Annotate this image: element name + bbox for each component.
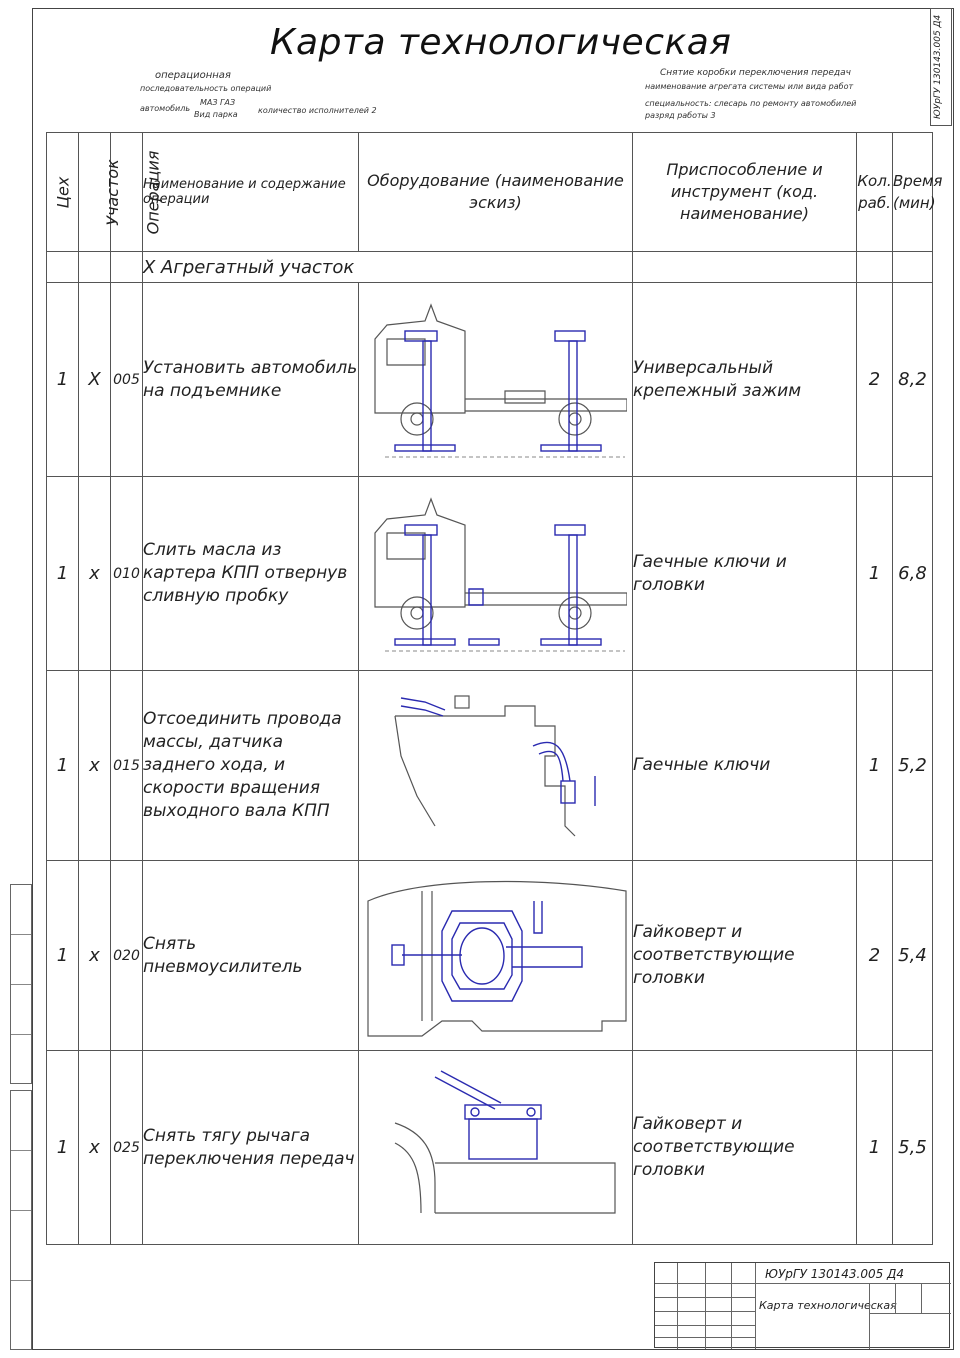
cell-name: Установить автомобиль на подъемнике (143, 283, 359, 477)
cell-operation: 010 (111, 477, 143, 671)
side-code-stamp (930, 8, 952, 126)
table-row (47, 861, 933, 1051)
truck-on-lifts-drawing (365, 295, 627, 465)
cell-shop: 1 (47, 861, 79, 1051)
cell-tools: Универсальный крепежный зажим (633, 283, 857, 477)
cell-section: x (79, 1051, 111, 1245)
col-time: Время (мин) (893, 133, 933, 252)
header-left-line-5: Вид парка (194, 110, 238, 119)
header-right-line-1: Снятие коробки переключения передач (660, 68, 851, 78)
truck-on-lifts-sketch (359, 283, 633, 477)
header-left-line-3: автомобиль (140, 104, 191, 113)
cell-workers: 2 (857, 283, 893, 477)
cell-tools: Гаечные ключи и головки (633, 477, 857, 671)
pneumatic-booster-drawing (362, 871, 630, 1041)
cell-name: Снять пневмоусилитель (143, 861, 359, 1051)
header-left-line-2: последовательность операций (140, 84, 272, 93)
cell-time: 5,2 (893, 671, 933, 861)
col-shop: Цех (47, 133, 79, 252)
truck-oil-drain-drawing (365, 489, 627, 659)
gearbox-wires-drawing (365, 686, 627, 846)
table-row (47, 671, 933, 861)
col-equipment: Оборудование (наименование эскиз) (359, 133, 633, 252)
cell-tools: Гаечные ключи (633, 671, 857, 861)
cell-section: X (79, 283, 111, 477)
cell-workers: 1 (857, 1051, 893, 1245)
cell-section: x (79, 477, 111, 671)
cell-section: x (79, 671, 111, 861)
truck-oil-drain-sketch (359, 477, 633, 671)
title-block-code: ЮУрГУ 130143.005 Д4 (765, 1267, 905, 1281)
section-row (47, 252, 933, 283)
col-section: Участок (79, 133, 111, 252)
col-workers: Кол. раб. (857, 133, 893, 252)
cell-tools: Гайковерт и соответствующие головки (633, 1051, 857, 1245)
left-margin-stamp-lower (10, 1090, 32, 1350)
table-row (47, 477, 933, 671)
cell-name: Слить масла из картера КПП отвернув сливную пробку (143, 477, 359, 671)
table-header-row (47, 133, 933, 252)
header-right-line-4: разряд работы 3 (645, 111, 716, 120)
cell-operation: 020 (111, 861, 143, 1051)
cell-time: 5,4 (893, 861, 933, 1051)
header-left-line-4: МАЗ ГАЗ (200, 98, 236, 107)
cell-shop: 1 (47, 1051, 79, 1245)
cell-section: x (79, 861, 111, 1051)
section-title: X Агрегатный участок (143, 252, 633, 283)
side-code-text: ЮУрГУ 130143.005 Д4 (933, 14, 943, 119)
cell-name: Отсоединить провода массы, датчика заднего хода, и скорости вращения выходного вала КПП (143, 671, 359, 861)
shift-rod-drawing (365, 1063, 627, 1233)
title-block (654, 1262, 950, 1348)
cell-workers: 1 (857, 671, 893, 861)
col-tools: Приспособление и инструмент (код. наименование) (633, 133, 857, 252)
header-left-line-6: количество исполнителей 2 (258, 106, 377, 115)
cell-shop: 1 (47, 283, 79, 477)
cell-time: 5,5 (893, 1051, 933, 1245)
cell-workers: 2 (857, 861, 893, 1051)
table-row (47, 283, 933, 477)
header-right-line-2: наименование агрегата системы или вида работ (645, 82, 854, 91)
header-right-line-3: специальность: слесарь по ремонту автомобилей (645, 99, 857, 108)
cell-time: 8,2 (893, 283, 933, 477)
title-block-name: Карта технологическая (759, 1299, 897, 1312)
page-title: Карта технологическая (270, 22, 732, 63)
cell-name: Снять тягу рычага переключения передач (143, 1051, 359, 1245)
cell-tools: Гайковерт и соответствующие головки (633, 861, 857, 1051)
cell-operation: 025 (111, 1051, 143, 1245)
shift-rod-sketch (359, 1051, 633, 1245)
table-row (47, 1051, 933, 1245)
col-operation: Операция (111, 133, 143, 252)
cell-operation: 015 (111, 671, 143, 861)
col-name: Наименование и содержание операции (143, 133, 359, 252)
operations-table (46, 132, 943, 1245)
header-left-line-1: операционная (155, 70, 231, 81)
pneumatic-booster-sketch (359, 861, 633, 1051)
cell-operation: 005 (111, 283, 143, 477)
cell-shop: 1 (47, 477, 79, 671)
left-margin-stamp-upper (10, 884, 32, 1084)
cell-time: 6,8 (893, 477, 933, 671)
cell-workers: 1 (857, 477, 893, 671)
gearbox-wires-sketch (359, 671, 633, 861)
cell-shop: 1 (47, 671, 79, 861)
